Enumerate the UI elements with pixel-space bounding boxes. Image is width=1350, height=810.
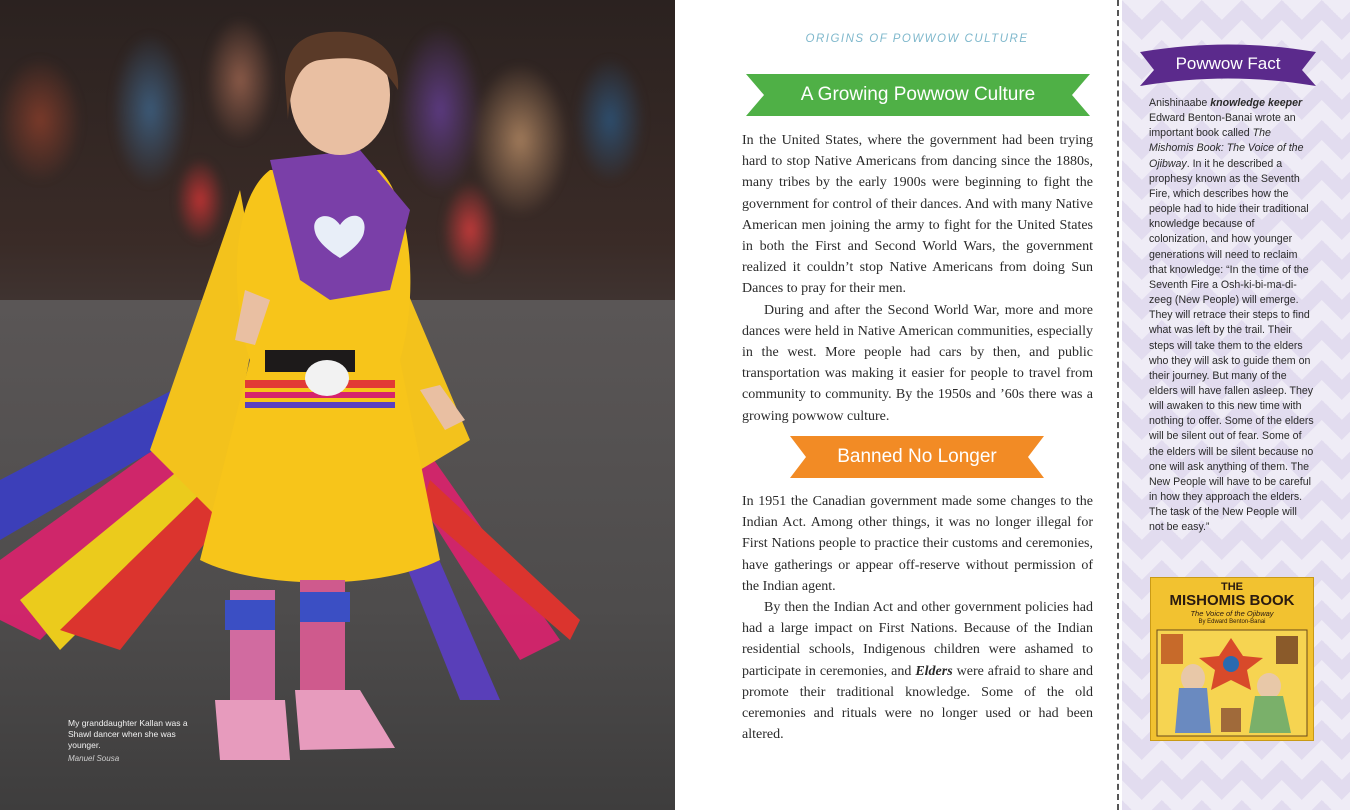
- photo-caption: My granddaughter Kallan was a Shawl dancer when she was younger.: [68, 718, 188, 750]
- paragraph: By then the Indian Act and other government policies had had a large impact on First Nations. Because of the Indian residential schools, Indigenous children were ashamed to participate in ceremonies, and Elders were afraid to share and promote their traditional knowledge. Some of the old ceremonies and rituals were no longer used or had been altered.: [742, 600, 1093, 743]
- section-body-banned: [742, 491, 1093, 745]
- book-cover-title: MISHOMIS BOOK: [1169, 592, 1295, 609]
- book-cover-author: By Edward Benton-Banai: [1198, 619, 1266, 625]
- section-heading-banned: [790, 436, 1044, 478]
- photo-credit: Manuel Sousa: [68, 754, 120, 763]
- section-body-growing: [742, 130, 1093, 427]
- section-heading-growing: [746, 74, 1090, 116]
- section-heading-text: A Growing Powwow Culture: [800, 84, 1036, 105]
- section-heading-text: Banned No Longer: [837, 446, 997, 467]
- paragraph: During and after the Second World War, more and more dances were held in Native American communities, especially in the west. More people had cars by then, and public transportation was making it easier for people to travel from community to community. By the 1950s and ’60s there was a growing powwow culture.: [742, 302, 1093, 424]
- powwow-fact-title: Powwow Fact: [1175, 54, 1281, 73]
- paragraph: In 1951 the Canadian government made some changes to the Indian Act. Among other things, it was no longer illegal for First Nations people to practice their customs and ceremonies, have gatherings or appear off-reserve without permission of the Indian agent.: [742, 494, 1093, 594]
- paragraph: In the United States, where the government had been trying hard to stop Native Americans from dancing since the 1880s, many tribes by the early 1900s were beginning to fight the government for control of their dances. And with many Native American men joining the army to fight for the United States in both the First and Second World Wars, the government realized it couldn’t stop Native Americans from doing Sun Dances to pray for their men.: [742, 133, 1093, 297]
- dashed-divider: [1117, 0, 1119, 810]
- book-cover-line: THE: [1221, 581, 1243, 593]
- mishomis-book-cover: [1150, 577, 1314, 741]
- glossary-term: knowledge keeper: [1210, 97, 1303, 109]
- book-title: The Mishomis Book: The Voice of the Ojibway: [1149, 127, 1304, 170]
- running-head: ORIGINS OF POWWOW CULTURE: [805, 33, 1029, 45]
- book-cover-illustration: [1151, 628, 1313, 740]
- book-cover-subtitle: The Voice of the Ojibway: [1190, 609, 1274, 618]
- powwow-fact-banner: [1140, 44, 1316, 88]
- powwow-fact-text: Anishinaabe knowledge keeper Edward Benton-Banai wrote an important book called The Mishomis Book: The Voice of the Ojibway. In it he described a prophesy known as the Seventh Fire, which describes how the people had to hide their traditional knowledge because of colonization, and how younger generations will need to reclaim that knowledge: “In the time of the Seventh Fire a Osh-ki-bi-ma-di-zeeg (New People) will emerge. They will retrace their steps to find what was left by the trail. Their steps will take them to the elders who they will ask to guide them on their journey. But many of the elders will have fallen asleep. They will awaken to this new time with nothing to offer. Some of the elders will be silent out of fear. Some of the elders will be silent because no one will ask anything of them. The New People will have to be careful in how they approach the elders. The task of the New People will not be easy.”: [1149, 97, 1314, 534]
- glossary-term: Elders: [915, 663, 953, 679]
